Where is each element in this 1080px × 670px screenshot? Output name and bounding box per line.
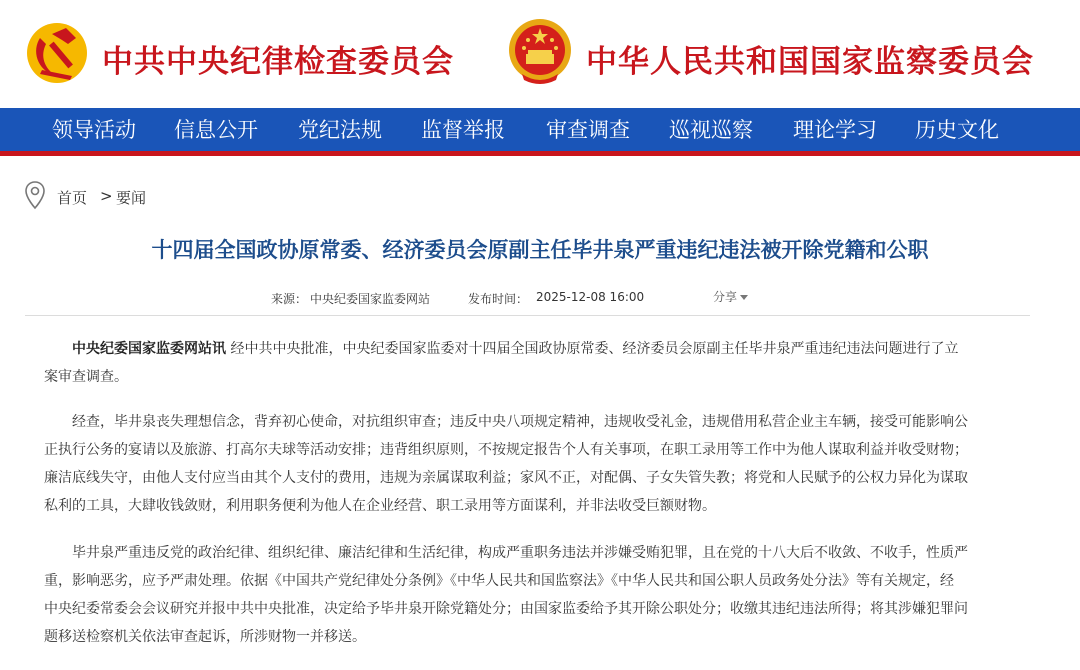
state-commission-title[interactable]: 中华人民共和国国家监察委员会 <box>586 44 1034 80</box>
nav-item-history[interactable]: 历史文化 <box>915 118 999 142</box>
cpc-commission-title[interactable]: 中共中央纪律检查委员会 <box>102 44 454 80</box>
source-value: 中央纪委国家监委网站 <box>310 292 431 306</box>
source-label: 来源： <box>271 292 308 306</box>
location-pin-icon <box>24 180 46 210</box>
share-button[interactable] <box>713 288 748 305</box>
nav-item-leadership[interactable]: 领导活动 <box>52 118 136 142</box>
main-nav <box>0 108 1080 151</box>
date-label: 发布时间： <box>468 292 529 306</box>
paragraph-line <box>44 335 1034 363</box>
paragraph-line: 私利的工具，大肆收钱敛财，利用职务便利为他人在企业经营、职工录用等方面谋利，并非法收受巨额财物。 <box>44 498 716 514</box>
article-paragraph-2 <box>44 408 1034 520</box>
article-paragraph-3 <box>44 539 1034 651</box>
nav-item-regulations[interactable]: 党纪法规 <box>298 118 382 142</box>
nav-accent-bar <box>0 151 1080 156</box>
nav-item-theory[interactable]: 理论学习 <box>793 118 877 142</box>
header-divider <box>25 315 1030 316</box>
nav-item-disclosure[interactable]: 信息公开 <box>174 118 258 142</box>
caret-down-icon <box>740 295 748 300</box>
paragraph-line: 题移送检察机关依法审查起诉，所涉财物一并移送。 <box>44 629 366 645</box>
paragraph-line: 重，影响恶劣，应予严肃处理。依据《中国共产党纪律处分条例》《中华人民共和国监察法》《中华人民共和国公职人员政务处分法》等有关规定，经 <box>44 573 954 589</box>
paragraph-line: 毕井泉严重违反党的政治纪律、组织纪律、廉洁纪律和生活纪律，构成严重职务违法并涉嫌受贿犯罪，且在党的十八大后不收敛、不收手，性质严 <box>72 545 968 561</box>
paragraph-line: 廉洁底线失守，由他人支付应当由其个人支付的费用，违规为亲属谋取利益；家风不正，对配偶、子女失管失教；将党和人民赋予的公权力异化为谋取 <box>44 470 968 486</box>
paragraph-line: 正执行公务的宴请以及旅游、打高尔夫球等活动安排；违背组织原则，不按规定报告个人有关事项，在职工录用等工作中为他人谋取利益并收受财物； <box>44 442 968 458</box>
party-emblem-icon[interactable] <box>22 20 92 86</box>
paragraph-line: 中央纪委常委会会议研究并报中共中央批准，决定给予毕井泉开除党籍处分；由国家监委给予其开除公职处分；收缴其违纪违法所得；将其涉嫌犯罪问 <box>44 601 968 617</box>
paragraph-line: 经查，毕井泉丧失理想信念，背弃初心使命，对抗组织审查；违反中央八项规定精神，违规收受礼金，违规借用私营企业主车辆，接受可能影响公 <box>72 414 968 430</box>
paragraph-line: 案审查调查。 <box>44 369 128 385</box>
national-emblem-icon[interactable] <box>506 16 574 88</box>
nav-item-inspection[interactable]: 巡视巡察 <box>669 118 753 142</box>
breadcrumb-home-link[interactable]: 首页 <box>57 189 88 207</box>
nav-item-reporting[interactable]: 监督举报 <box>421 118 505 142</box>
breadcrumb-news-link[interactable]: 要闻 <box>116 189 147 207</box>
breadcrumb-separator: > <box>100 187 113 205</box>
paragraph-text: 经中共中央批准，中央纪委国家监委对十四届全国政协原常委、经济委员会原副主任毕井泉严重违纪违法问题进行了立 <box>226 341 959 357</box>
nav-item-investigation[interactable]: 审查调查 <box>546 118 630 142</box>
publish-date: 2025-12-08 16:00 <box>536 290 645 304</box>
news-lead: 中央纪委国家监委网站讯 <box>72 341 226 357</box>
article-title: 十四届全国政协原常委、经济委员会原副主任毕井泉严重违纪违法被开除党籍和公职 <box>151 238 929 262</box>
article-paragraph-1 <box>44 335 1034 391</box>
site-header <box>0 0 1080 108</box>
share-label: 分享 <box>713 290 738 304</box>
